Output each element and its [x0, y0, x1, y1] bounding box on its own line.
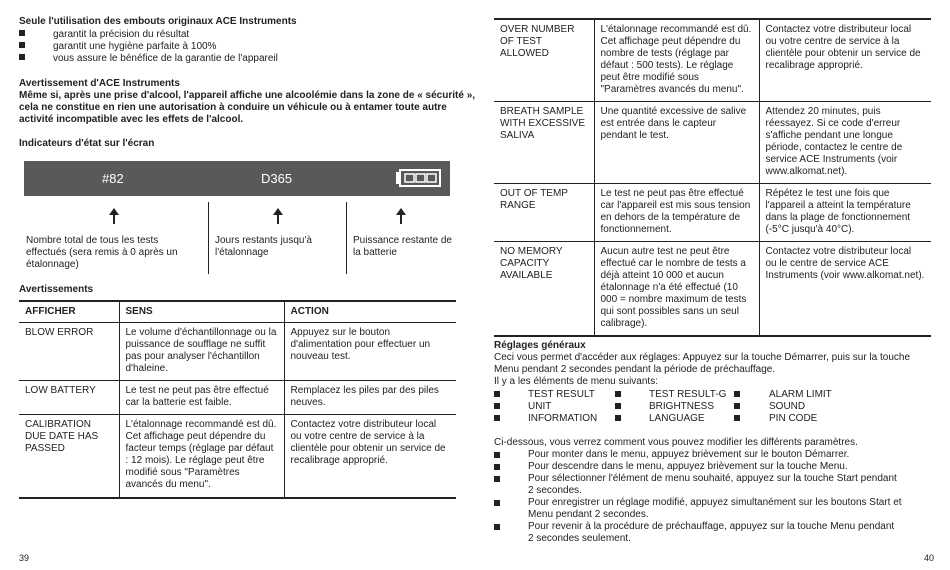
menu-item: ALARM LIMIT	[769, 389, 832, 400]
list-item: garantit la précision du résultat	[19, 29, 25, 41]
table-row	[494, 19, 931, 102]
menu-item: LANGUAGE	[649, 413, 705, 424]
warnings-title: Avertissements	[19, 284, 94, 295]
table-header-row	[19, 301, 456, 323]
settings-title: Réglages généraux	[494, 340, 586, 351]
bullet-icon	[494, 476, 500, 482]
list-item	[494, 473, 934, 497]
step-text: Menu pendant 2 secondes.	[528, 509, 649, 520]
list-item	[494, 449, 934, 461]
right-page	[475, 0, 950, 570]
bullet-icon	[494, 413, 500, 425]
menu-item: INFORMATION	[528, 413, 598, 424]
table-cell: Remplacez les piles par des piles neuves.	[284, 381, 456, 415]
menu-items-grid	[494, 389, 924, 425]
bullet-icon	[19, 30, 25, 36]
section-title: Seule l'utilisation des embouts originaux ACE Instruments	[19, 16, 297, 27]
column-header: AFFICHER	[19, 301, 119, 323]
table-cell: LOW BATTERY	[19, 381, 119, 415]
settings-intro: Menu pendant 2 secondes pendant la période de préchauffage.	[494, 364, 776, 375]
table-row	[494, 242, 931, 337]
table-cell: BREATH SAMPLE WITH EXCESSIVE SALIVA	[494, 102, 594, 184]
table-row	[494, 102, 931, 184]
warning-title: Avertissement d'ACE Instruments	[19, 78, 180, 89]
table-cell: OVER NUMBER OF TEST ALLOWED	[494, 19, 594, 102]
step-text: 2 secondes.	[528, 485, 582, 496]
bullet-icon	[494, 452, 500, 458]
column-header: SENS	[119, 301, 284, 323]
table-row	[494, 184, 931, 242]
list-item	[494, 521, 934, 545]
bullet-icon	[494, 401, 500, 413]
bullet-icon	[494, 389, 500, 401]
bullet-icon	[19, 54, 25, 60]
warnings-table-continued	[494, 18, 931, 337]
step-text: Pour sélectionner l'élément de menu souhaité, appuyez sur la touche Start pendant	[528, 473, 897, 484]
menu-item: UNIT	[528, 401, 552, 412]
menu-item: PIN CODE	[769, 413, 818, 424]
table-cell: Aucun autre test ne peut être effectué car le nombre de tests a déjà atteint 10 000 et aucun étalonnage n'a été effectué (10 000 = nombre maximum de tests qui sont possibles sans un seul calibrage).	[594, 242, 759, 337]
step-text: Pour revenir à la procédure de préchauffage, appuyez sur la touche Menu pendant	[528, 521, 895, 532]
warnings-table	[19, 300, 456, 499]
list-item: garantit une hygiène parfaite à 100%	[19, 41, 25, 53]
step-text: 2 secondes seulement.	[528, 533, 631, 544]
bullet-icon	[494, 464, 500, 470]
table-cell: OUT OF TEMP RANGE	[494, 184, 594, 242]
warning-text: cela ne constitue en rien une autorisation à conduire un véhicule ou à entamer toute autre	[19, 102, 447, 113]
arrow-up-icon	[273, 208, 283, 224]
bullet-icon	[734, 413, 740, 425]
bullet-icon	[19, 42, 25, 48]
list-item	[494, 461, 934, 473]
bullet-icon	[494, 500, 500, 506]
table-cell: L'étalonnage recommandé est dû. Cet affichage peut dépendre du facteur temps (réglage par défaut : 12 mois). Le réglage peut être modifié sous "Paramètres avancés du menu".	[119, 415, 284, 499]
divider	[346, 202, 347, 274]
table-row	[19, 323, 456, 381]
page-number: 40	[924, 553, 935, 563]
bullet-icon	[615, 413, 621, 425]
list-item	[494, 497, 934, 521]
days-remaining-readout: D365	[261, 171, 293, 186]
table-row	[19, 381, 456, 415]
table-cell: Attendez 20 minutes, puis réessayez. Si ce code d'erreur s'affiche pendant une longue période, contactez le centre de service ACE Instruments (voir www.alkomat.net).	[759, 102, 931, 184]
column-header: ACTION	[284, 301, 456, 323]
indicator-label: Jours restants jusqu'à l'étalonnage	[215, 235, 312, 258]
table-cell: Contactez votre distributeur local ou votre centre de service à la clientèle pour obtenir un service de recalibrage approprié.	[284, 415, 456, 499]
menu-item: TEST RESULT-G	[649, 389, 727, 400]
steps-list	[494, 449, 934, 545]
warning-text: Même si, après une prise d'alcool, l'appareil affiche une alcoolémie dans la zone de « sécurité »,	[19, 90, 476, 101]
table-cell: Appuyez sur le bouton d'alimentation pour effectuer un nouveau test.	[284, 323, 456, 381]
table-cell: Le test ne peut pas être effectué car l'appareil est mis sous tension en dehors de la température de fonctionnement.	[594, 184, 759, 242]
settings-subtitle: Ci-dessous, vous verrez comment vous pouvez modifier les différents paramètres.	[494, 437, 858, 448]
bullet-icon	[615, 401, 621, 413]
indicator-label: Nombre total de tous les tests effectués (sera remis à 0 après un étalonnage)	[26, 235, 178, 270]
table-cell: L'étalonnage recommandé est dû. Cet affichage peut dépendre du nombre de tests (réglage par défaut : 500 tests). Le réglage peut être modifié sous "Paramètres avancés du menu".	[594, 19, 759, 102]
table-cell: BLOW ERROR	[19, 323, 119, 381]
table-cell: Contactez votre distributeur local ou votre centre de service à la clientèle pour obtenir un service de recalibrage approprié.	[759, 19, 931, 102]
arrow-up-icon	[109, 208, 119, 224]
table-cell: NO MEMORY CAPACITY AVAILABLE	[494, 242, 594, 337]
indicator-label: Puissance restante de la batterie	[353, 235, 452, 258]
table-row	[19, 415, 456, 499]
warning-text: activité incompatible avec les effets de l'alcool.	[19, 114, 244, 125]
arrow-up-icon	[396, 208, 406, 224]
indicators-title: Indicateurs d'état sur l'écran	[19, 138, 155, 149]
bullet-icon	[615, 389, 621, 401]
table-cell: Une quantité excessive de salive est entrée dans le capteur pendant le test.	[594, 102, 759, 184]
bullet-icon	[494, 524, 500, 530]
table-cell: CALIBRATION DUE DATE HAS PASSED	[19, 415, 119, 499]
battery-icon	[396, 169, 442, 187]
menu-item: SOUND	[769, 401, 806, 412]
divider	[208, 202, 209, 274]
menu-item: BRIGHTNESS	[649, 401, 715, 412]
step-text: Pour monter dans le menu, appuyez brièvement sur le bouton Démarrer.	[528, 449, 850, 460]
settings-intro: Il y a les éléments de menu suivants:	[494, 376, 658, 387]
table-cell: Le test ne peut pas être effectué car la batterie est faible.	[119, 381, 284, 415]
step-text: Pour descendre dans le menu, appuyez brièvement sur la touche Menu.	[528, 461, 848, 472]
test-count-readout: #82	[102, 171, 124, 186]
list-item: vous assure le bénéfice de la garantie de l'appareil	[19, 53, 25, 65]
bullet-icon	[734, 401, 740, 413]
display-screen	[24, 161, 450, 196]
table-cell: Le volume d'échantillonnage ou la puissance de soufflage ne suffit pas pour analyser l'échantillon d'haleine.	[119, 323, 284, 381]
table-cell: Contactez votre distributeur local ou le centre de service ACE Instruments (voir www.alkomat.net).	[759, 242, 931, 337]
bullet-icon	[734, 389, 740, 401]
page-number: 39	[19, 553, 30, 563]
settings-intro: Ceci vous permet d'accéder aux réglages: Appuyez sur la touche Démarrer, puis sur la touche	[494, 352, 911, 363]
step-text: Pour enregistrer un réglage modifié, appuyez simultanément sur les boutons Start et	[528, 497, 902, 508]
menu-item: TEST RESULT	[528, 389, 595, 400]
table-cell: Répétez le test une fois que l'appareil a atteint la température dans la plage de fonctionnement (-5°C jusqu'à 40°C).	[759, 184, 931, 242]
